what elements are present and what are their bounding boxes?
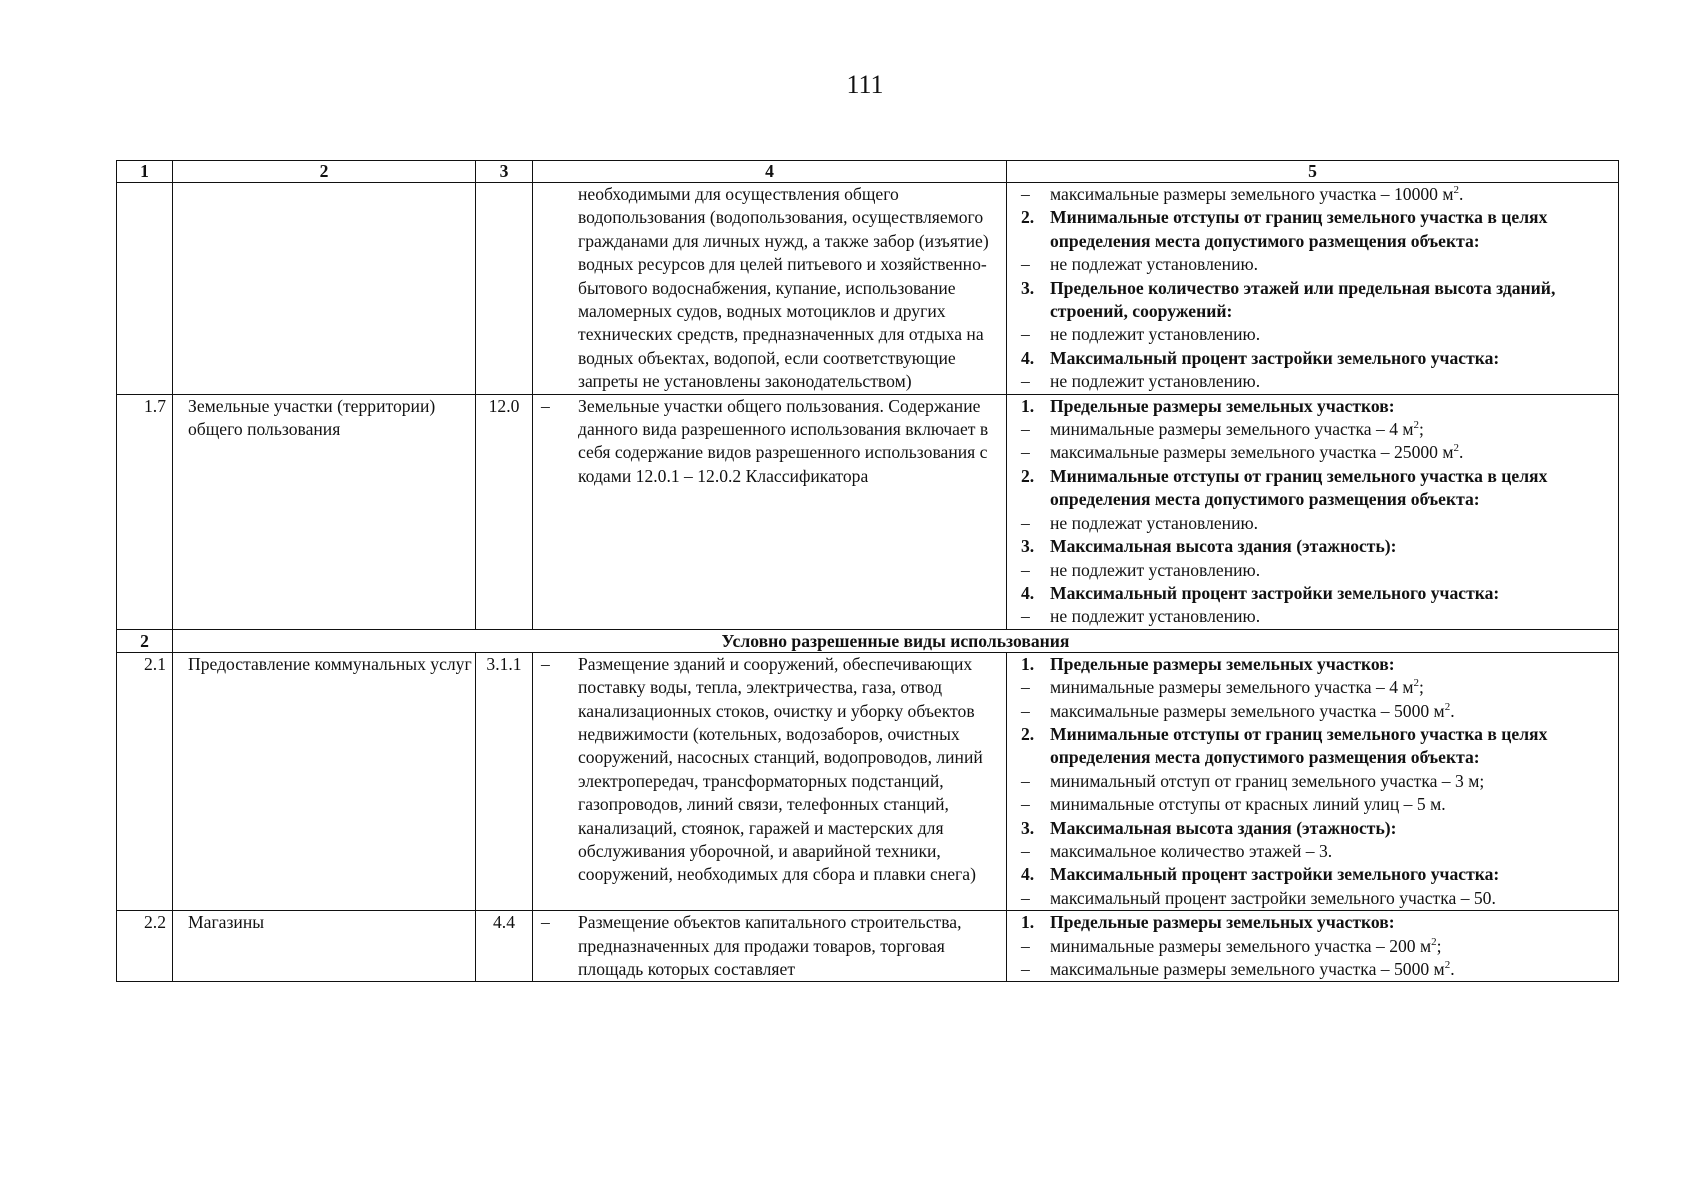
parameter-marker: 1. [1021,653,1035,674]
parameter-text: минимальные размеры земельного участка – 200 м [1050,935,1432,956]
parameter-text: Максимальная высота здания (этажность): [1050,817,1397,838]
parameter-heading [1021,277,1608,324]
use-description-cell [533,911,1007,982]
parameter-marker: 4. [1021,582,1035,603]
parameter-text: минимальные размеры земельного участка – 4 м [1050,419,1414,440]
table-row [117,183,1619,395]
use-description-cell [533,183,1007,395]
zoning-table [116,160,1619,982]
use-description: Размещение объектов капитального строительства, предназначенных для продажи товаров, торговая площадь которых составляет [578,912,962,979]
parameter-marker: – [1021,935,1030,956]
parameter-text: Предельные размеры земельных участков: [1050,395,1395,416]
column-header-4: 4 [533,161,1007,183]
parameter-text: Минимальные отступы от границ земельного участка в целях определения места допустимого размещения объекта: [1050,207,1548,251]
parameter-marker: – [1021,794,1030,815]
unit-superscript: 2 [1444,959,1451,972]
page-number: 111 [846,70,884,99]
parameter-heading [1021,395,1608,418]
section-number: 2 [117,629,173,652]
table-row [117,394,1619,629]
column-header-2: 2 [173,161,476,183]
parameter-tail: . [1450,700,1455,721]
parameter-heading [1021,582,1608,605]
parameter-marker: 4. [1021,864,1035,885]
parameter-value [1021,183,1608,206]
parameter-marker: 3. [1021,817,1035,838]
parameter-marker: – [1021,606,1030,627]
parameter-text: Предельные размеры земельных участков: [1050,912,1395,933]
parameter-text: максимальное количество этажей – 3. [1050,840,1333,861]
parameter-tail: ; [1419,419,1424,440]
parameter-value [1021,840,1608,863]
parameter-marker: – [1021,959,1030,979]
parameter-marker: 2. [1021,207,1035,228]
parameter-text: максимальные размеры земельного участка – 10000 м [1050,184,1454,204]
parameter-value [1021,935,1608,958]
parameter-marker: – [1021,512,1030,533]
column-header-row [117,161,1619,183]
use-name: Магазины [173,911,476,982]
parameter-text: минимальные отступы от красных линий улиц – 5 м. [1050,794,1446,815]
parameter-heading [1021,653,1608,676]
parameters-cell [1007,911,1619,982]
parameter-text: Минимальные отступы от границ земельного участка в целях определения места допустимого размещения объекта: [1050,723,1548,768]
use-code [476,183,533,395]
parameter-tail: . [1459,442,1464,463]
parameter-text: Предельные размеры земельных участков: [1050,653,1395,674]
parameter-text: Максимальный процент застройки земельного участка: [1050,864,1500,885]
parameter-text: Предельное количество этажей или предельная высота зданий, строений, сооружений: [1050,277,1556,322]
parameter-value [1021,512,1608,535]
parameter-value [1021,700,1608,723]
parameters-cell [1007,394,1619,629]
parameter-text: максимальный процент застройки земельного участка – 50. [1050,887,1496,908]
parameter-value [1021,793,1608,816]
parameter-text: Максимальная высота здания (этажность): [1050,536,1397,557]
description-dash [541,183,578,394]
parameter-heading [1021,911,1608,934]
parameter-marker: 4. [1021,347,1035,368]
unit-superscript: 2 [1431,935,1437,948]
parameter-marker: – [1021,254,1030,275]
section-header [117,629,1619,652]
parameter-marker: – [1021,840,1030,861]
column-header-1: 1 [117,161,173,183]
parameter-text: минимальные размеры земельного участка – 4 м [1050,677,1414,698]
parameter-text: максимальные размеры земельного участка – 5000 м [1050,700,1445,721]
parameter-text: Максимальный процент застройки земельного участка: [1050,582,1500,603]
unit-superscript: 2 [1453,442,1459,455]
parameter-heading [1021,347,1608,370]
parameter-tail: ; [1419,677,1424,698]
parameter-text: не подлежит установлению. [1050,324,1261,345]
parameter-text: не подлежат установлению [1050,254,1254,275]
table-body-conditional [117,652,1619,982]
unit-superscript: 2 [1453,184,1459,197]
parameter-text: не подлежат установлению [1050,512,1254,533]
parameter-heading [1021,465,1608,512]
parameter-tail: ; [1436,935,1442,956]
table-row [117,652,1619,910]
parameter-tail: . [1459,184,1464,204]
parameter-value [1021,418,1608,441]
parameter-heading [1021,817,1608,840]
use-description: Размещение зданий и сооружений, обеспечивающих поставку воды, тепла, электричества, газа, отвод канализационных стоков, очистку и уборку объектов недвижимости (котельных, водозаборов, очистных сооружений, насосных станций, водопроводов, линий электропередач, трансформаторных подстанций, газопроводов, линий связи, телефонных станций, канализаций, стоянок, гаражей и мастерских для обслуживания уборочной, и аварийной техники, сооружений, необходимых для сбора и плавки снега) [578,653,983,885]
column-header-3: 3 [476,161,533,183]
use-description-cell [533,394,1007,629]
parameter-text: Минимальные отступы от границ земельного участка в целях определения места допустимого размещения объекта: [1050,465,1548,510]
parameter-marker: – [1021,559,1030,580]
section-title: Условно разрешенные виды использования [173,629,1619,652]
parameter-marker: – [1021,770,1030,791]
parameter-marker: – [1021,677,1030,698]
column-header-5: 5 [1007,161,1619,183]
parameter-marker: 2. [1021,723,1035,744]
parameter-marker: – [1021,700,1030,721]
parameter-heading [1021,723,1608,770]
parameter-value [1021,323,1608,346]
use-code: 4.4 [476,911,533,982]
use-name [173,183,476,395]
parameter-heading [1021,863,1608,886]
parameter-marker: – [1021,887,1030,908]
parameter-tail: . [1253,254,1259,275]
parameter-text: максимальные размеры земельного участка – 5000 м [1050,959,1445,979]
parameter-heading [1021,206,1608,253]
parameter-value [1021,253,1608,276]
parameter-value [1021,441,1608,464]
use-description-cell [533,652,1007,910]
unit-superscript: 2 [1413,419,1420,432]
unit-superscript: 2 [1413,677,1420,690]
parameter-text: не подлежит установлению. [1050,371,1261,392]
parameter-marker: – [1021,442,1030,463]
parameter-text: не подлежит установлению. [1050,559,1261,580]
table-row [117,911,1619,982]
parameter-value [1021,559,1608,582]
description-dash: – [541,912,550,933]
parameter-value [1021,887,1608,910]
row-number: 2.1 [117,652,173,910]
use-description: Земельные участки общего пользования. Содержание данного вида разрешенного использования включает в себя содержание видов разрешенного использования с кодами 12.0.1 – 12.0.2 Классификатора [578,395,989,486]
parameter-value [1021,605,1608,628]
use-description: необходимыми для осуществления общего водопользования (водопользования, осуществляемого гражданами для личных нужд, а также забор (изъятие) водных ресурсов для целей питьевого и хозяйственно-бытового водоснабжения, купание, использование маломерных судов, водных мотоциклов и других технических средств, предназначенных для отдыха на водных объектах, водопой, если соответствующие запреты не установлены законодательством) [578,184,989,392]
parameter-text: не подлежит установлению. [1050,606,1261,627]
parameter-marker: 2. [1021,465,1035,486]
use-code: 3.1.1 [476,652,533,910]
row-number [117,183,173,395]
parameter-value [1021,958,1608,981]
unit-superscript: 2 [1444,700,1451,713]
row-number: 1.7 [117,394,173,629]
parameter-text: минимальный отступ от границ земельного участка – 3 м; [1050,770,1485,791]
parameter-marker: – [1021,324,1030,345]
parameter-heading [1021,535,1608,558]
parameter-value [1021,370,1608,393]
section-row [117,629,1619,652]
parameter-text: Максимальный процент застройки земельного участка: [1050,347,1500,368]
description-dash: – [541,395,550,416]
parameter-value [1021,676,1608,699]
parameters-cell [1007,183,1619,395]
parameter-marker: 1. [1021,395,1035,416]
parameter-marker: 1. [1021,912,1035,933]
parameter-marker: 3. [1021,277,1035,298]
parameter-tail: . [1253,512,1259,533]
use-name: Земельные участки (территории) общего пользования [173,394,476,629]
parameter-marker: – [1021,419,1030,440]
parameter-marker: 3. [1021,536,1035,557]
parameter-tail: . [1450,959,1455,979]
description-dash: – [541,653,550,674]
row-number: 2.2 [117,911,173,982]
parameter-text: максимальные размеры земельного участка – 25000 м [1050,442,1454,463]
use-name: Предоставление коммунальных услуг [173,652,476,910]
use-code: 12.0 [476,394,533,629]
parameter-marker: – [1021,371,1030,392]
parameter-marker: – [1021,184,1030,204]
parameter-value [1021,770,1608,793]
parameters-cell [1007,652,1619,910]
table-body-main [117,183,1619,630]
